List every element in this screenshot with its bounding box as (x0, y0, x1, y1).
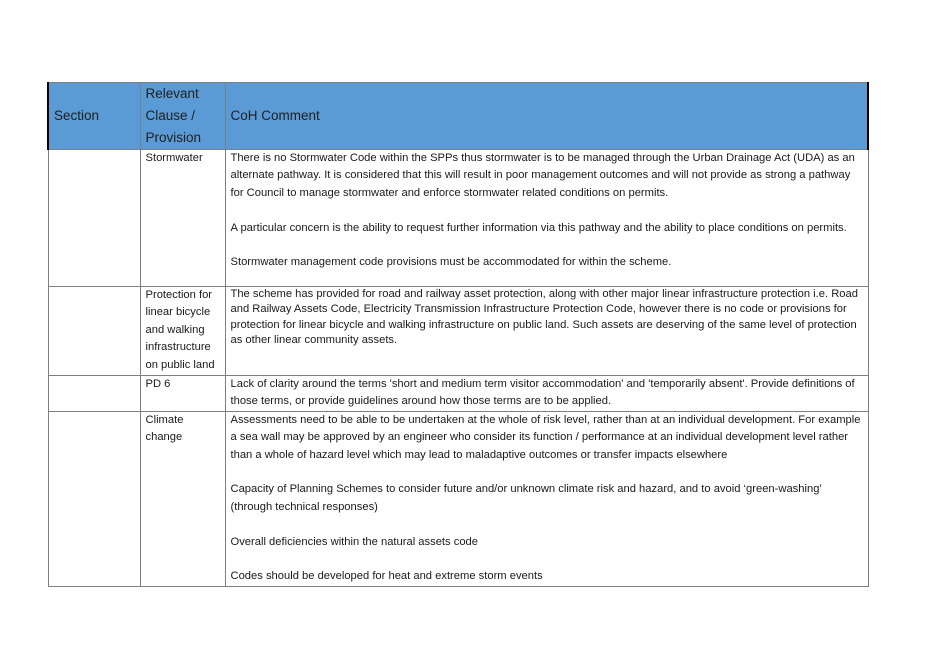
comment-paragraph: Overall deficiencies within the natural assets code (230, 535, 478, 548)
clause-cell: PD 6 (140, 376, 225, 412)
comment-cell (225, 411, 868, 586)
comment-paragraph: There is no Stormwater Code within the SPPs thus stormwater is to be managed through the Urban Drainage Act (UDA) as an alternate pathway. It is considered that this will result in poor management outcomes and will not provide as strong a pathway for Council to manage stormwater and enforce stormwater related conditions on permits. (230, 152, 855, 199)
comment-paragraph: Codes should be developed for heat and extreme storm events (230, 570, 543, 583)
comment-paragraph: Lack of clarity around the terms 'short and medium term visitor accommodation' and 'temporarily absent'. Provide definitions of those terms, or provide guidelines around how those terms are to be applied. (230, 378, 855, 408)
comment-cell (225, 376, 868, 412)
clause-cell: Climate change (140, 411, 225, 586)
table-header (48, 83, 868, 150)
header-comment: CoH Comment (225, 83, 868, 150)
section-cell (48, 411, 140, 586)
comment-cell (225, 287, 868, 376)
comments-table (47, 82, 869, 587)
comment-paragraph: Capacity of Planning Schemes to consider future and/or unknown climate risk and hazard, and to avoid ‘green-washing’ (through technical responses) (230, 483, 822, 513)
comment-paragraph: Stormwater management code provisions must be accommodated for within the scheme. (230, 256, 672, 269)
header-clause-label: Relevant Clause / Provision (145, 86, 202, 145)
comment-paragraph: A particular concern is the ability to request further information via this pathway and the ability to place conditions on permits. (230, 221, 847, 234)
comment-paragraph: Assessments need to be able to be undertaken at the whole of risk level, rather than at an individual development. For example a sea wall may be approved by an engineer who consider its function / performance at an individual development level rather than a whole of hazard level which may lead to maladaptive outcomes or transfer impacts elsewhere (230, 413, 861, 461)
section-cell (48, 150, 140, 287)
clause-cell: Protection for linear bicycle and walking infrastructure on public land (140, 287, 225, 376)
comment-paragraph: The scheme has provided for road and railway asset protection, along with other major linear infrastructure protection i.e. Road and Railway Assets Code, Electricity Transmission Infrastructure Protection Code, however there is no code or provisions for protection for linear bicycle and walking infrastructure on public land. Such assets are deserving of the same level of protection as other linear community assets. (230, 288, 858, 346)
header-section: Section (48, 83, 140, 150)
section-cell (48, 376, 140, 412)
table-row (48, 411, 868, 586)
comment-cell (225, 150, 868, 287)
header-clause (140, 83, 225, 150)
section-cell (48, 287, 140, 376)
table-row (48, 150, 868, 287)
table-row (48, 287, 868, 376)
clause-cell: Stormwater (140, 150, 225, 287)
table-row (48, 376, 868, 412)
